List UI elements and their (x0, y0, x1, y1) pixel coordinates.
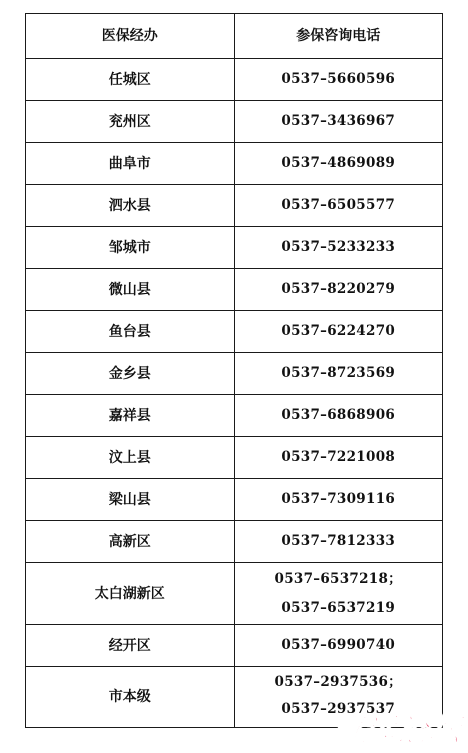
table-row (26, 311, 443, 353)
table-row (26, 59, 443, 101)
office-cell: 曲阜市 (26, 143, 235, 185)
phone-cell: 0537–7812333 (234, 521, 443, 563)
phone-line: 0537–2937536； (274, 674, 402, 690)
table-row (26, 395, 443, 437)
office-cell: 高新区 (26, 521, 235, 563)
phone-cell: 0537–3436967 (234, 101, 443, 143)
phone-cell (234, 563, 443, 625)
office-cell: 微山县 (26, 269, 235, 311)
table-header-row (26, 14, 443, 59)
office-cell: 兖州区 (26, 101, 235, 143)
office-cell: 泗水县 (26, 185, 235, 227)
office-cell: 太白湖新区 (26, 563, 235, 625)
table-row (26, 185, 443, 227)
phone-line: 0537–2937537 (281, 701, 396, 717)
phone-cell: 0537–7221008 (234, 437, 443, 479)
contact-table (25, 13, 443, 728)
phone-cell: 0537–5660596 (234, 59, 443, 101)
office-cell: 汶上县 (26, 437, 235, 479)
phone-cell: 0537–6224270 (234, 311, 443, 353)
phone-cell: 0537–7309116 (234, 479, 443, 521)
office-cell: 金乡县 (26, 353, 235, 395)
table-row (26, 625, 443, 667)
header-phone: 参保咨询电话 (234, 14, 443, 59)
office-cell: 嘉祥县 (26, 395, 235, 437)
office-cell: 邹城市 (26, 227, 235, 269)
office-cell: 经开区 (26, 625, 235, 667)
table-row (26, 269, 443, 311)
table-row (26, 521, 443, 563)
office-cell: 梁山县 (26, 479, 235, 521)
phone-line: 0537–6537218； (274, 570, 402, 587)
phone-cell (234, 667, 443, 728)
phone-line: 0537–6537219 (281, 599, 396, 616)
table-row (26, 667, 443, 728)
table-row (26, 437, 443, 479)
table-row (26, 479, 443, 521)
phone-cell: 0537–4869089 (234, 143, 443, 185)
phone-cell: 0537–8220279 (234, 269, 443, 311)
table-row (26, 227, 443, 269)
header-office: 医保经办 (26, 14, 235, 59)
phone-cell: 0537–8723569 (234, 353, 443, 395)
table-row (26, 143, 443, 185)
table-row (26, 353, 443, 395)
watermark-logo: 声远论坛 (327, 711, 465, 749)
table-row (26, 101, 443, 143)
phone-cell: 0537–6868906 (234, 395, 443, 437)
office-cell: 任城区 (26, 59, 235, 101)
phone-cell: 0537–5233233 (234, 227, 443, 269)
phone-cell: 0537–6990740 (234, 625, 443, 667)
office-cell: 市本级 (26, 667, 235, 728)
table-row (26, 563, 443, 625)
office-cell: 鱼台县 (26, 311, 235, 353)
phone-cell: 0537–6505577 (234, 185, 443, 227)
